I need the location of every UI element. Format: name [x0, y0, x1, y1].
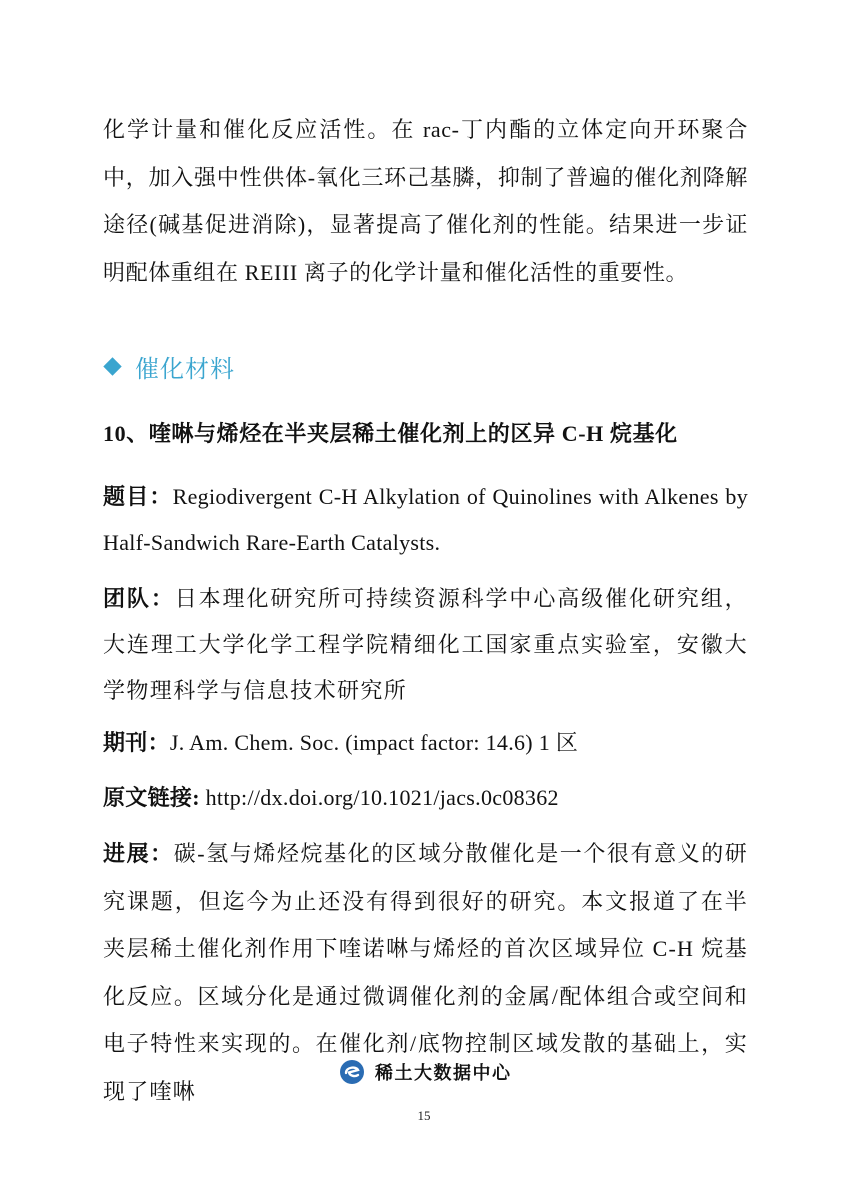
article-journal-field — [103, 720, 748, 766]
section-title: 催化材料 — [135, 355, 235, 383]
page-number: 15 — [417, 1108, 431, 1123]
article-link-field — [103, 775, 748, 821]
intro-paragraph: 化学计量和催化反应活性。在 rac-丁内酯的立体定向开环聚合中，加入强中性供体-氧化三环己基膦，抑制了普遍的催化剂降解途径(碱基促进消除)，显著提高了催化剂的性能。结果进一步证明配体重组在 REIII 离子的化学计量和催化活性的重要性。 — [103, 117, 748, 285]
footer-logo-text: 稀土大数据中心 — [375, 1063, 512, 1084]
article-team-field — [103, 576, 748, 714]
progress-value: 碳-氢与烯烃烷基化的区域分散催化是一个很有意义的研究课题，但迄今为止还没有得到很好的研究。本文报道了在半夹层稀土催化剂作用下喹诺啉与烯烃的首次区域异位 C-H 烷基化反应。区域分化是通过微调催化剂的金属/配体组合或空间和电子特性来实现的。在催化剂/底物控制区域发散的基础上，实现了喹啉 — [103, 841, 748, 1104]
diamond-bullet-icon — [103, 357, 121, 375]
journal-label: 期刊： — [103, 730, 170, 755]
team-value: 日本理化研究所可持续资源科学中心高级催化研究组，大连理工大学化学工程学院精细化工国家重点实验室，安徽大学物理科学与信息技术研究所 — [103, 586, 749, 703]
journal-value: J. Am. Chem. Soc. (impact factor: 14.6) 1 区 — [169, 730, 579, 755]
footer-logo — [339, 1059, 512, 1085]
title-label: 题目： — [103, 484, 173, 509]
section-heading — [103, 349, 235, 384]
title-value: Regiodivergent C-H Alkylation of Quinolines with Alkenes by Half-Sandwich Rare-Earth Catalysts. — [103, 484, 748, 555]
progress-label: 进展： — [103, 841, 174, 866]
team-label: 团队： — [103, 586, 175, 611]
article-heading: 10、喹啉与烯烃在半夹层稀土催化剂上的区异 C-H 烷基化 — [103, 421, 678, 446]
link-label: 原文链接: — [103, 785, 200, 810]
article-title-field — [103, 474, 748, 566]
rare-earth-logo-icon — [339, 1059, 365, 1085]
link-value[interactable]: http://dx.doi.org/10.1021/jacs.0c08362 — [199, 785, 559, 810]
